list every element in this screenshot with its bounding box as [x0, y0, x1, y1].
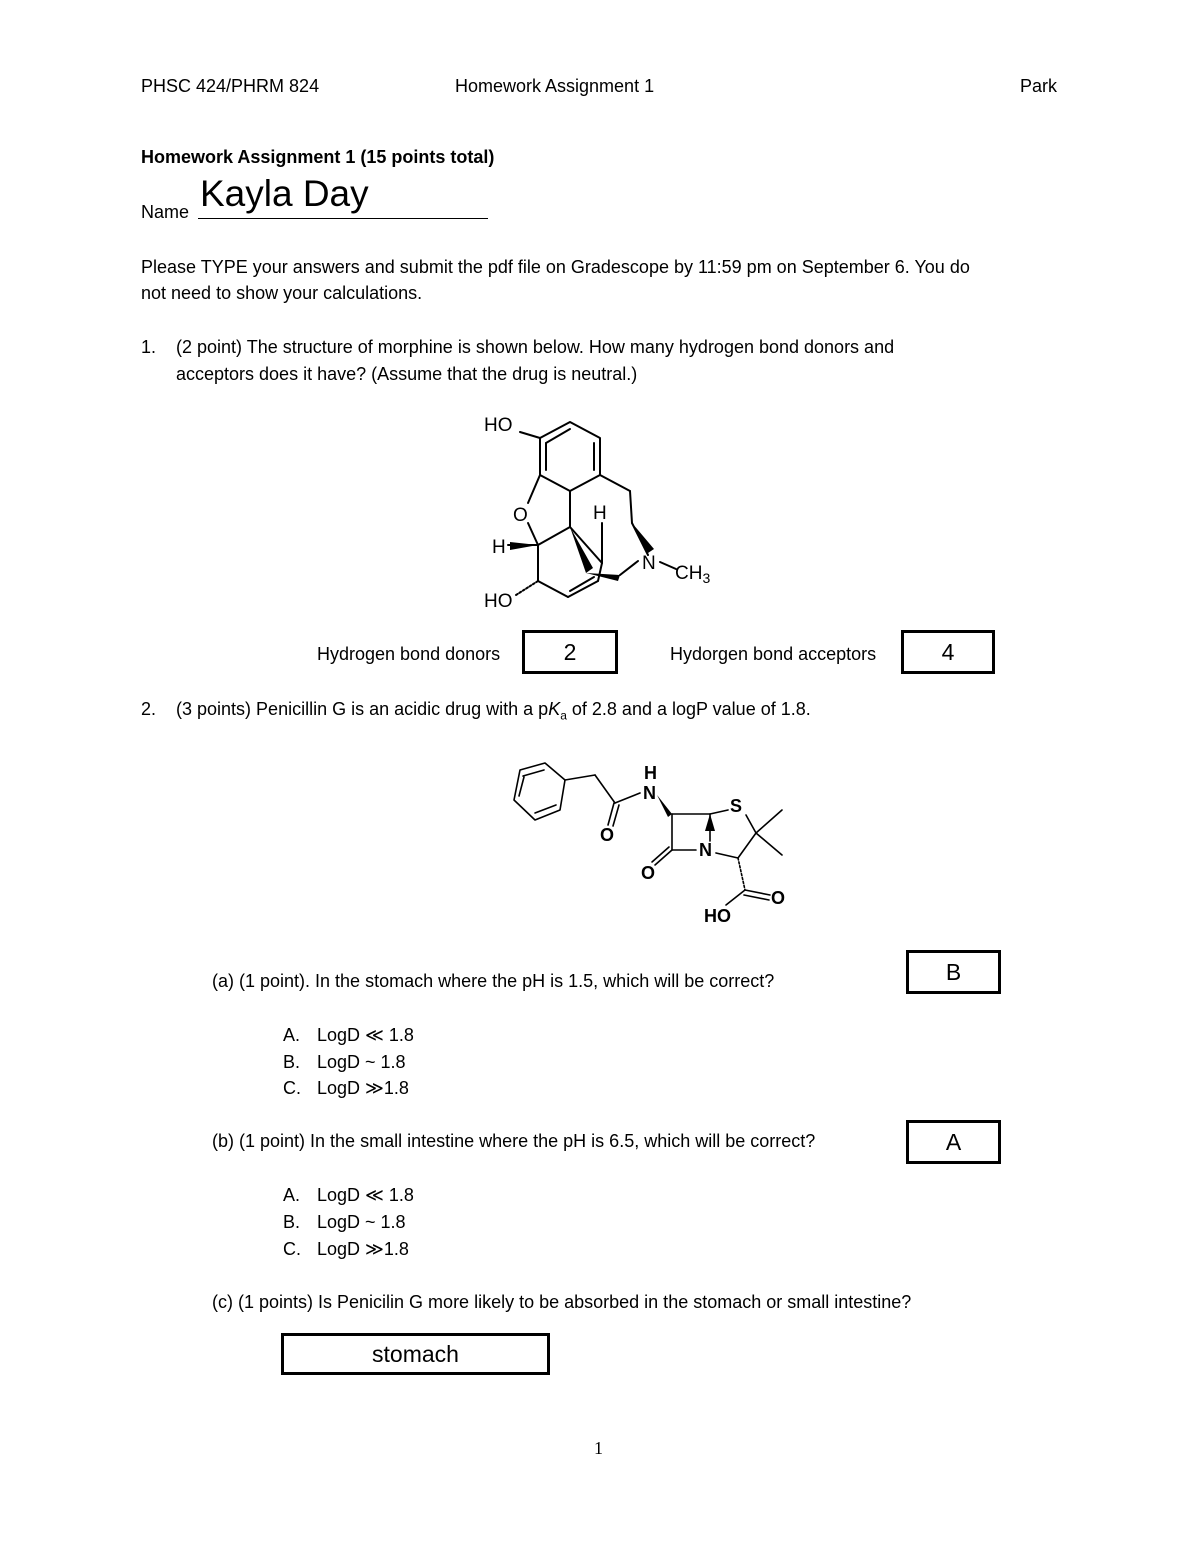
penicillin-n-ring: N — [699, 840, 712, 860]
morphine-ho-bottom: HO — [484, 591, 513, 612]
penicillin-o-amide: O — [600, 825, 615, 845]
q2a-answer-box[interactable]: B — [906, 950, 1001, 994]
q2c-prompt: (c) (1 points) Is Penicilin G more likely to be absorbed in the stomach or small intestine? — [212, 1292, 912, 1312]
q2c-answer-box[interactable]: stomach — [281, 1333, 550, 1375]
q2a-prompt: (a) (1 point). In the stomach where the pH is 1.5, which will be correct? — [212, 971, 775, 991]
morphine-aromatic-ring — [540, 422, 600, 491]
q1-text-line1 — [176, 336, 894, 358]
instructions-line2: not need to show your calculations. — [141, 283, 423, 303]
morphine-ho-top: HO — [484, 415, 513, 436]
q2-text: (3 points) Penicillin G is an acidic drug with a $pK_a$ of 2.8 and a logP value of 1.8. — [176, 699, 811, 723]
acceptors-label: Hydorgen bond acceptors — [670, 644, 877, 664]
q2a-option-c-text: LogD ≫1.8 — [317, 1078, 409, 1098]
assignment-title: Homework Assignment 1 (15 points total) — [141, 147, 495, 167]
penicillin-n-amide: N — [643, 783, 656, 803]
q2b-option-c-text: LogD ≫1.8 — [317, 1239, 409, 1259]
q2b-option-a-text: LogD ≪ 1.8 — [317, 1185, 414, 1205]
q2b-prompt: (b) (1 point) In the small intestine where the pH is 6.5, which will be correct? — [212, 1131, 816, 1151]
acceptors-answer-box[interactable]: 4 — [901, 630, 995, 674]
q2-points: (3 points) — [176, 699, 252, 719]
morphine-ch3: $CH_3$ — [675, 563, 711, 586]
header-title: Homework Assignment 1 — [455, 76, 655, 96]
morphine-n: N — [642, 553, 656, 574]
page-number: 1 — [594, 1438, 603, 1458]
q2b-option-b-text: LogD ~ 1.8 — [317, 1212, 406, 1232]
morphine-o: O — [513, 505, 528, 526]
instructions-line1: Please TYPE your answers and submit the pdf file on Gradescope by 11:59 pm on September 6. You do — [141, 257, 970, 277]
donors-answer-box[interactable]: 2 — [522, 630, 618, 674]
name-underline — [198, 218, 488, 219]
penicillin-ho: HO — [704, 906, 731, 926]
donors-label: Hydrogen bond donors — [317, 644, 501, 664]
penicillin-s: S — [730, 796, 743, 816]
morphine-h-left: H — [492, 537, 506, 558]
q1-number: 1. — [141, 337, 157, 357]
q2a-option-a-letter: A. — [283, 1025, 301, 1045]
q2a-option-c-letter: C. — [283, 1078, 301, 1098]
morphine-structure — [470, 405, 730, 615]
penicillin-o-lactam: O — [641, 863, 656, 883]
q1-text-line2: acceptors does it have? (Assume that the drug is neutral.) — [176, 364, 638, 384]
q2b-option-b-letter: B. — [283, 1212, 301, 1232]
header-course: PHSC 424/PHRM 824 — [141, 76, 320, 96]
penicillin-h: H — [644, 763, 657, 783]
q2a-option-a-text: LogD ≪ 1.8 — [317, 1025, 414, 1045]
q2a-option-b-text: LogD ~ 1.8 — [317, 1052, 406, 1072]
header-instructor: Park — [1020, 76, 1058, 96]
q1-points: (2 point) — [176, 337, 243, 357]
q2a-option-b-letter: B. — [283, 1052, 301, 1072]
q2b-answer-box[interactable]: A — [906, 1120, 1001, 1164]
q2b-option-c-letter: C. — [283, 1239, 301, 1259]
penicillin-structure — [490, 755, 800, 935]
q2b-option-a-letter: A. — [283, 1185, 301, 1205]
penicillin-o-acid: O — [771, 888, 786, 908]
q1-text1: The structure of morphine is shown below. How many hydrogen bond donors and — [242, 337, 895, 357]
morphine-h-center: H — [593, 503, 607, 524]
q2-number: 2. — [141, 699, 157, 719]
name-field[interactable]: Kayla Day — [200, 173, 369, 214]
name-label: Name — [141, 202, 190, 222]
